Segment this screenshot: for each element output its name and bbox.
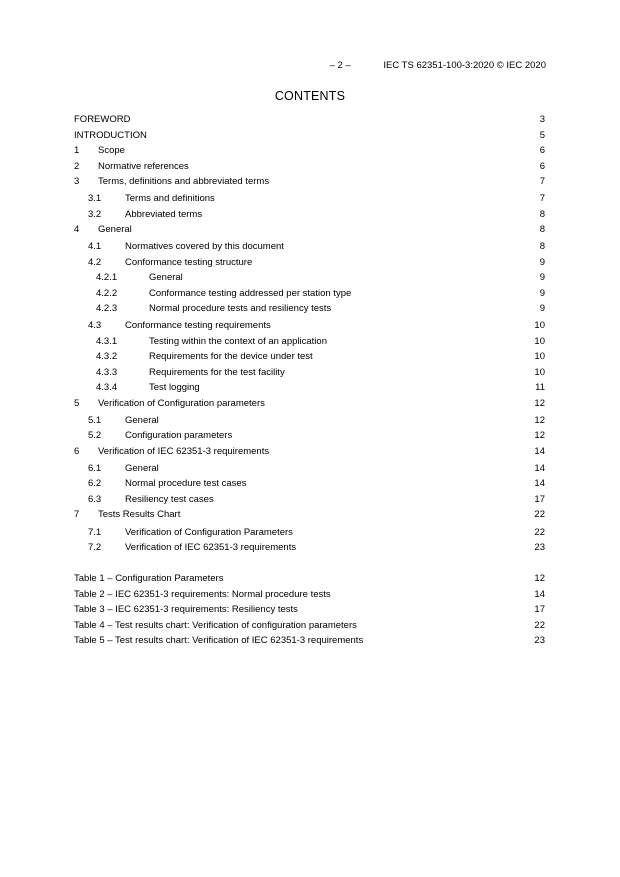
toc-entry-page: 7 [539, 193, 545, 205]
toc-entry-page: 8 [539, 224, 545, 236]
toc-entry-title: General [125, 414, 159, 426]
toc-entry-page: 9 [539, 303, 545, 315]
toc-entry[interactable] [74, 507, 545, 523]
toc-entry-title: FOREWORD [74, 114, 131, 125]
toc-entry-title: Scope [98, 145, 125, 156]
toc-entry-title: Conformance testing requirements [125, 320, 271, 332]
toc-entry-title: Testing within the context of an application [149, 335, 327, 347]
toc-entry[interactable] [74, 159, 545, 175]
toc-entry-title: Table 5 – Test results chart: Verification of IEC 62351-3 requirements [74, 635, 364, 646]
toc-entry-page: 22 [534, 526, 545, 538]
toc-entry-title: Abbreviated terms [125, 208, 203, 220]
table-list-entry[interactable] [74, 587, 545, 603]
toc-entry[interactable] [74, 461, 545, 477]
toc-entry[interactable] [74, 428, 545, 444]
toc-entry-page: 17 [534, 604, 545, 615]
toc-entry-page: 8 [539, 241, 545, 253]
toc-entry-page: 14 [534, 588, 545, 600]
toc-entry-page: 10 [534, 320, 545, 332]
toc-entry-number: 3 [74, 176, 80, 187]
toc-entry[interactable] [74, 380, 545, 396]
toc-entry[interactable] [74, 128, 545, 144]
list-of-tables [74, 571, 545, 649]
toc-entry-title: Verification of Configuration parameters [98, 397, 265, 409]
page-number: – 2 – [329, 60, 351, 71]
toc-entry-title: Table 2 – IEC 62351-3 requirements: Normal procedure tests [74, 588, 331, 600]
toc-entry-page: 12 [534, 430, 545, 442]
toc-entry-page: 23 [534, 542, 545, 554]
toc-entry-title: Normatives covered by this document [125, 241, 284, 253]
toc-entry[interactable] [74, 174, 545, 190]
toc-entry[interactable] [74, 444, 545, 460]
toc-entry[interactable] [74, 207, 545, 223]
toc-entry-page: 5 [539, 129, 545, 141]
toc-entry[interactable] [74, 540, 545, 556]
toc-entry[interactable] [74, 191, 545, 207]
toc-entry-number: 7 [74, 509, 80, 521]
toc-entry-page: 6 [539, 160, 545, 172]
toc-entry[interactable] [74, 239, 545, 255]
toc-entry-title: Conformance testing addressed per station type [149, 287, 352, 299]
toc-entry-title: General [125, 462, 159, 474]
toc-entry-number: 6 [74, 445, 80, 457]
toc-entry[interactable] [74, 301, 545, 317]
toc-entry[interactable] [74, 525, 545, 541]
toc-entry-page: 9 [539, 256, 545, 268]
toc-entry-title: Tests Results Chart [98, 509, 181, 521]
toc-entry-page: 7 [539, 176, 545, 187]
toc-entry-number: 4.3.3 [96, 366, 118, 378]
toc-entry-number: 7.1 [88, 526, 102, 538]
toc-entry-page: 14 [534, 462, 545, 474]
toc-entry-number: 5 [74, 397, 80, 409]
toc-entry-page: 14 [534, 445, 545, 457]
toc-entry[interactable] [74, 112, 545, 128]
toc-entry-page: 10 [534, 351, 545, 363]
toc-entry-page: 17 [534, 493, 545, 505]
toc-entry-page: 22 [534, 619, 545, 631]
toc-entry-page: 12 [534, 573, 545, 584]
toc-entry-number: 6.3 [88, 493, 102, 505]
toc-entry[interactable] [74, 492, 545, 508]
toc-entry-number: 7.2 [88, 542, 102, 554]
toc-entry-title: Terms, definitions and abbreviated terms [98, 176, 270, 187]
toc-entry-page: 10 [534, 366, 545, 378]
table-list-entry[interactable] [74, 618, 545, 634]
toc-entry-number: 4.3.4 [96, 382, 118, 394]
toc-entry[interactable] [74, 255, 545, 271]
toc-entry[interactable] [74, 222, 545, 238]
toc-entry-number: 4 [74, 224, 80, 236]
toc-entry-page: 6 [539, 145, 545, 156]
toc-entry-page: 8 [539, 208, 545, 220]
toc-entry-page: 9 [539, 287, 545, 299]
toc-entry-number: 4.2 [88, 256, 102, 268]
document-id: IEC TS 62351-100-3:2020 © IEC 2020 [383, 60, 546, 71]
toc-entry-title: Normal procedure test cases [125, 478, 247, 490]
toc-entry-number: 6.1 [88, 462, 102, 474]
table-list-entry[interactable] [74, 602, 545, 618]
toc-entry-title: INTRODUCTION [74, 129, 147, 141]
toc-entry-page: 14 [534, 478, 545, 490]
toc-entry-title: Verification of Configuration Parameters [125, 526, 293, 538]
toc-entry-title: Test logging [149, 382, 200, 394]
toc-entry-page: 12 [534, 414, 545, 426]
toc-entry-number: 1 [74, 145, 80, 156]
toc-entry-number: 4.2.3 [96, 303, 118, 315]
toc-entry-title: Conformance testing structure [125, 256, 253, 268]
toc-entry-number: 4.2.2 [96, 287, 118, 299]
toc-entry-page: 3 [539, 114, 545, 125]
toc-entry-title: Terms and definitions [125, 193, 215, 205]
toc-entry-title: Table 1 – Configuration Parameters [74, 573, 224, 584]
toc-entry-number: 4.3.2 [96, 351, 118, 363]
toc-entry-title: Verification of IEC 62351-3 requirements [98, 445, 270, 457]
toc-entry[interactable] [74, 286, 545, 302]
toc-entry[interactable] [74, 270, 545, 286]
toc-entry-title: Table 3 – IEC 62351-3 requirements: Resiliency tests [74, 604, 298, 615]
toc-entry-number: 4.1 [88, 241, 102, 253]
table-of-contents [74, 112, 545, 556]
table-list-entry[interactable] [74, 633, 545, 649]
toc-entry[interactable] [74, 413, 545, 429]
toc-entry-number: 5.1 [88, 414, 102, 426]
toc-entry-number: 6.2 [88, 478, 102, 490]
page-header [330, 60, 546, 71]
toc-entry-title: Requirements for the device under test [149, 351, 313, 363]
table-list-entry[interactable] [74, 571, 545, 587]
toc-entry-page: 9 [539, 272, 545, 284]
toc-entry[interactable] [74, 396, 545, 412]
toc-entry-number: 3.1 [88, 193, 102, 205]
toc-entry-number: 3.2 [88, 208, 102, 220]
toc-entry[interactable] [74, 349, 545, 365]
toc-entry[interactable] [74, 318, 545, 334]
toc-entry-title: Resiliency test cases [125, 493, 214, 505]
toc-entry[interactable] [74, 334, 545, 350]
toc-entry[interactable] [74, 476, 545, 492]
toc-entry[interactable] [74, 143, 545, 159]
toc-entry-title: General [98, 224, 132, 236]
toc-entry-title: Verification of IEC 62351-3 requirements [125, 542, 297, 554]
toc-entry-page: 23 [534, 635, 545, 646]
toc-entry-page: 11 [535, 382, 545, 394]
toc-entry-page: 22 [534, 509, 545, 521]
toc-entry-title: General [149, 272, 183, 284]
toc-entry-title: Normative references [98, 160, 189, 172]
toc-entry-number: 4.2.1 [96, 272, 118, 284]
toc-entry-page: 10 [534, 335, 545, 347]
toc-entry-title: Table 4 – Test results chart: Verification of configuration parameters [74, 619, 357, 631]
toc-entry-title: Configuration parameters [125, 430, 233, 442]
toc-entry[interactable] [74, 365, 545, 381]
toc-entry-number: 4.3.1 [96, 335, 118, 347]
toc-entry-number: 5.2 [88, 430, 102, 442]
contents-title: CONTENTS [274, 89, 346, 103]
toc-entry-title: Requirements for the test facility [149, 366, 285, 378]
toc-entry-title: Normal procedure tests and resiliency tests [149, 303, 332, 315]
toc-entry-number: 4.3 [88, 320, 102, 332]
toc-entry-page: 12 [534, 397, 545, 409]
toc-entry-number: 2 [74, 160, 80, 172]
